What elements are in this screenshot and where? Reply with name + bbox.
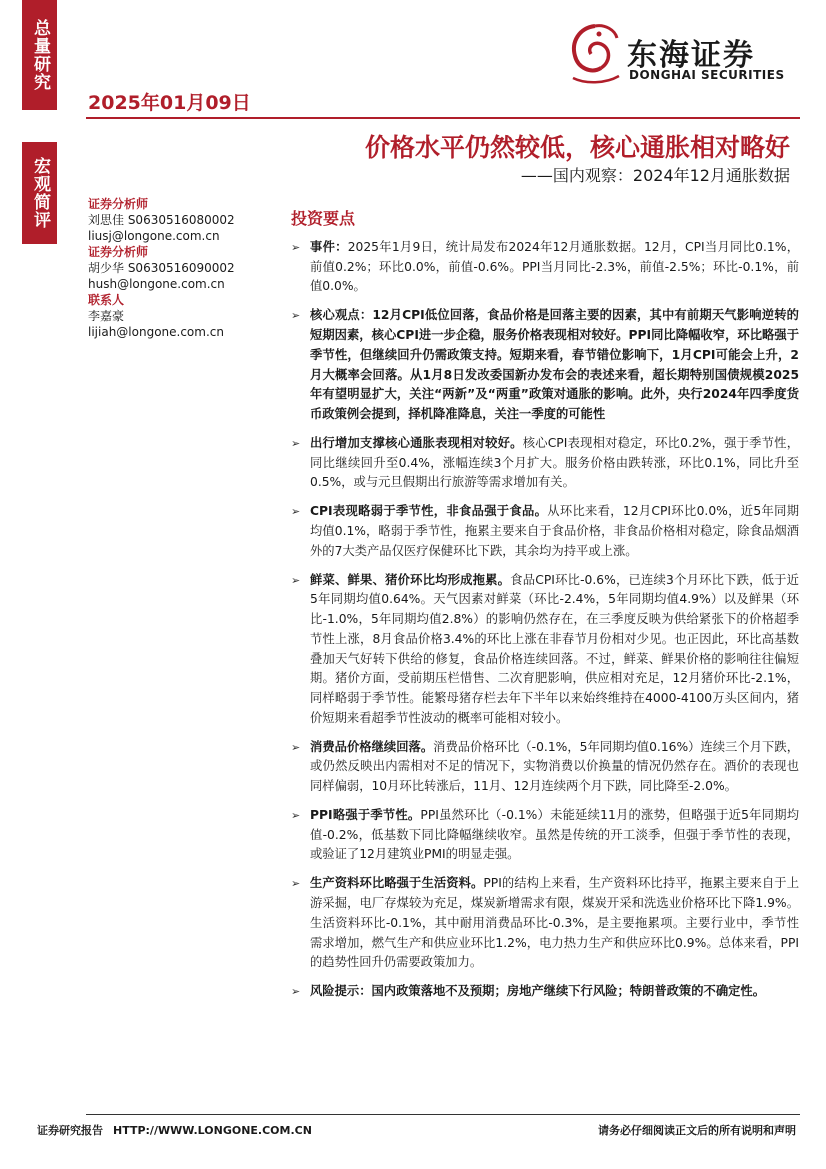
- highlight-text: PPI的结构上来看，生产资料环比持平，拖累主要来自于上游采掘，电厂存煤较为充足，煤炭新增需求有限，煤炭开采和洗选业价格环比下降1.9%。生活资料环比-0.1%，其中耐用消费品环比-0.3%，是主要拖累项。主要行业中，季节性需求增加，燃气生产和供应业环比1.2%，电力热力生产和供应环比0.9%。总体来看，PPI的趋势性回升仍需要政策加力。: [310, 876, 799, 970]
- highlight-item: [291, 238, 799, 297]
- analyst-email: liusj@longone.com.cn: [88, 229, 220, 243]
- highlight-lead: 事件：: [310, 240, 348, 254]
- highlight-item: [291, 434, 799, 493]
- highlight-item: [291, 806, 799, 865]
- brand-name-en: DONGHAI SECURITIES: [629, 68, 785, 82]
- footer-report-type: 证券研究报告: [37, 1124, 103, 1137]
- highlight-text: 消费品价格环比（-0.1%，5年同期均值0.16%）连续三个月下跌，或仍然反映出内需相对不足的情况下，实物消费以价换量的情况仍然存在。酒价的表现也同样偏弱，10月环比转涨后，11月、12月连续两个月下跌，同比降至-2.0%。: [310, 739, 799, 794]
- report-title: 价格水平仍然较低，核心通胀相对略好: [364, 133, 790, 162]
- footer-disclaimer: 请务必仔细阅读正文后的所有说明和声明: [598, 1124, 796, 1137]
- contact-email: lijiah@longone.com.cn: [88, 325, 224, 339]
- highlight-text: 食品CPI环比-0.6%，已连续3个月环比下跌，低于近5年同期均值0.64%。天气因素对鲜菜（环比-2.4%，5年同期均值4.9%）以及鲜果（环比-1.0%，5年同期均值2.8%）的影响仍然存在，在三季度反映为供给紧张下的价格超季节性上涨，8月食品价格3.4%的环比上涨在非春节月份相对少见。也正因此，环比高基数叠加天气好转下供给的修复，食品价格连续回落。不过，鲜菜、鲜果价格的影响往往偏短期。猪价方面，受前期压栏惜售、二次育肥影响，供应相对充足，12月猪价环比-2.1%，同样略弱于季节性。能繁母猪存栏去年下半年以来始终维持在4000-4100万头区间内，猪价短期来看超季节性波动的概率可能相对较小。: [310, 572, 799, 725]
- analyst-email: hush@longone.com.cn: [88, 277, 225, 291]
- footer-website-link[interactable]: HTTP://WWW.LONGONE.COM.CN: [113, 1124, 312, 1137]
- report-subtitle: ——国内观察：2024年12月通胀数据: [520, 166, 790, 185]
- highlight-text: 12月CPI低位回落，食品价格是回落主要的因素，其中有前期天气影响逆转的短期因素，核心CPI进一步企稳，服务价格表现相对较好。PPI同比降幅收窄，环比略强于季节性，但继续回升仍需政策支持。短期来看，春节错位影响下，1月CPI可能会上升，2月大概率会回落。从1月8日发改委国新办发布会的表述来看，超长期特别国债规模2025年有望明显扩大，关注“两新”及“两重”政策对通胀的影响。此外，央行2024年四季度货币政策例会提到，择机降准降息，关注一季度的可能性: [310, 308, 799, 421]
- arrow-right-icon: ➢: [291, 436, 301, 450]
- highlight-text: 核心CPI表现相对稳定，环比0.2%，强于季节性，同比继续回升至0.4%，涨幅连续3个月扩大。服务价格由跌转涨，环比0.1%，同比升至0.5%，或与元旦假期出行旅游等需求增加有关。: [310, 435, 799, 490]
- highlight-item: [291, 982, 799, 1002]
- arrow-right-icon: ➢: [291, 985, 301, 999]
- highlight-item: [291, 874, 799, 973]
- highlight-text: 2025年1月9日，统计局发布2024年12月通胀数据。12月，CPI当月同比0.1%，前值0.2%；环比0.0%，前值-0.6%。PPI当月同比-2.3%，前值-2.5%；环比-0.1%，前值0.0%。: [310, 240, 799, 294]
- side-tag-macro-brief: 宏观简评: [22, 142, 57, 244]
- highlight-item: [291, 502, 799, 561]
- arrow-right-icon: ➢: [291, 877, 301, 891]
- analyst-entry: [88, 244, 263, 292]
- dragon-logo-icon: [565, 20, 625, 88]
- highlight-lead: PPI略强于季节性。: [310, 808, 421, 823]
- highlight-lead: 鲜菜、鲜果、猪价环比均形成拖累。: [310, 572, 511, 587]
- analyst-panel: [88, 196, 263, 340]
- analyst-name: 刘思佳 S0630516080002: [88, 213, 235, 227]
- highlight-list: [291, 238, 799, 1011]
- analyst-name: 胡少华 S0630516090002: [88, 261, 235, 275]
- highlight-item: [291, 571, 799, 729]
- arrow-right-icon: ➢: [291, 573, 301, 587]
- side-tag-total-research: 总量研究: [22, 0, 57, 110]
- brand-logo: [565, 20, 800, 90]
- contact-entry: [88, 292, 263, 340]
- highlight-item: [291, 738, 799, 797]
- analyst-role: 证券分析师: [88, 197, 149, 211]
- highlight-lead: 核心观点：: [310, 308, 373, 323]
- footer-left: [37, 1122, 322, 1138]
- highlight-lead: 生产资料环比略强于生活资料。: [310, 876, 484, 891]
- footer-divider: [86, 1114, 800, 1115]
- arrow-right-icon: ➢: [291, 309, 301, 323]
- section-title-investment-highlights: 投资要点: [291, 209, 356, 228]
- analyst-role: 证券分析师: [88, 245, 149, 259]
- contact-role: 联系人: [88, 293, 125, 307]
- brand-name-cn: 东海证券: [627, 38, 755, 73]
- highlight-lead: 风险提示：: [310, 984, 372, 999]
- arrow-right-icon: ➢: [291, 740, 301, 754]
- highlight-text: 从环比来看，12月CPI环比0.0%，近5年同期均值0.1%，略弱于季节性，拖累主要来自于食品价格，非食品价格相对稳定，除食品烟酒外的7大类产品仅医疗保健环比下跌，其余均为持平或上涨。: [310, 504, 799, 558]
- arrow-right-icon: ➢: [291, 809, 301, 823]
- highlight-lead: 出行增加支撑核心通胀表现相对较好。: [310, 435, 523, 450]
- highlight-lead: CPI表现略弱于季节性，非食品强于食品。: [310, 504, 548, 519]
- report-date: 2025年01月09日: [88, 92, 251, 114]
- highlight-item: [291, 306, 799, 424]
- highlight-lead: 消费品价格继续回落。: [310, 739, 434, 754]
- arrow-right-icon: ➢: [291, 505, 301, 519]
- highlight-text: PPI虽然环比（-0.1%）未能延续11月的涨势，但略强于近5年同期均值-0.2%，低基数下同比降幅继续收窄。虽然是传统的开工淡季，但强于季节性的表现，或验证了12月建筑业PMI的明显走强。: [310, 808, 800, 862]
- contact-name: 李嘉豪: [88, 309, 125, 323]
- highlight-text: 国内政策落地不及预期；房地产继续下行风险；特朗普政策的不确定性。: [371, 984, 766, 999]
- arrow-right-icon: ➢: [291, 241, 301, 254]
- analyst-entry: [88, 196, 263, 244]
- header-divider: [86, 117, 800, 119]
